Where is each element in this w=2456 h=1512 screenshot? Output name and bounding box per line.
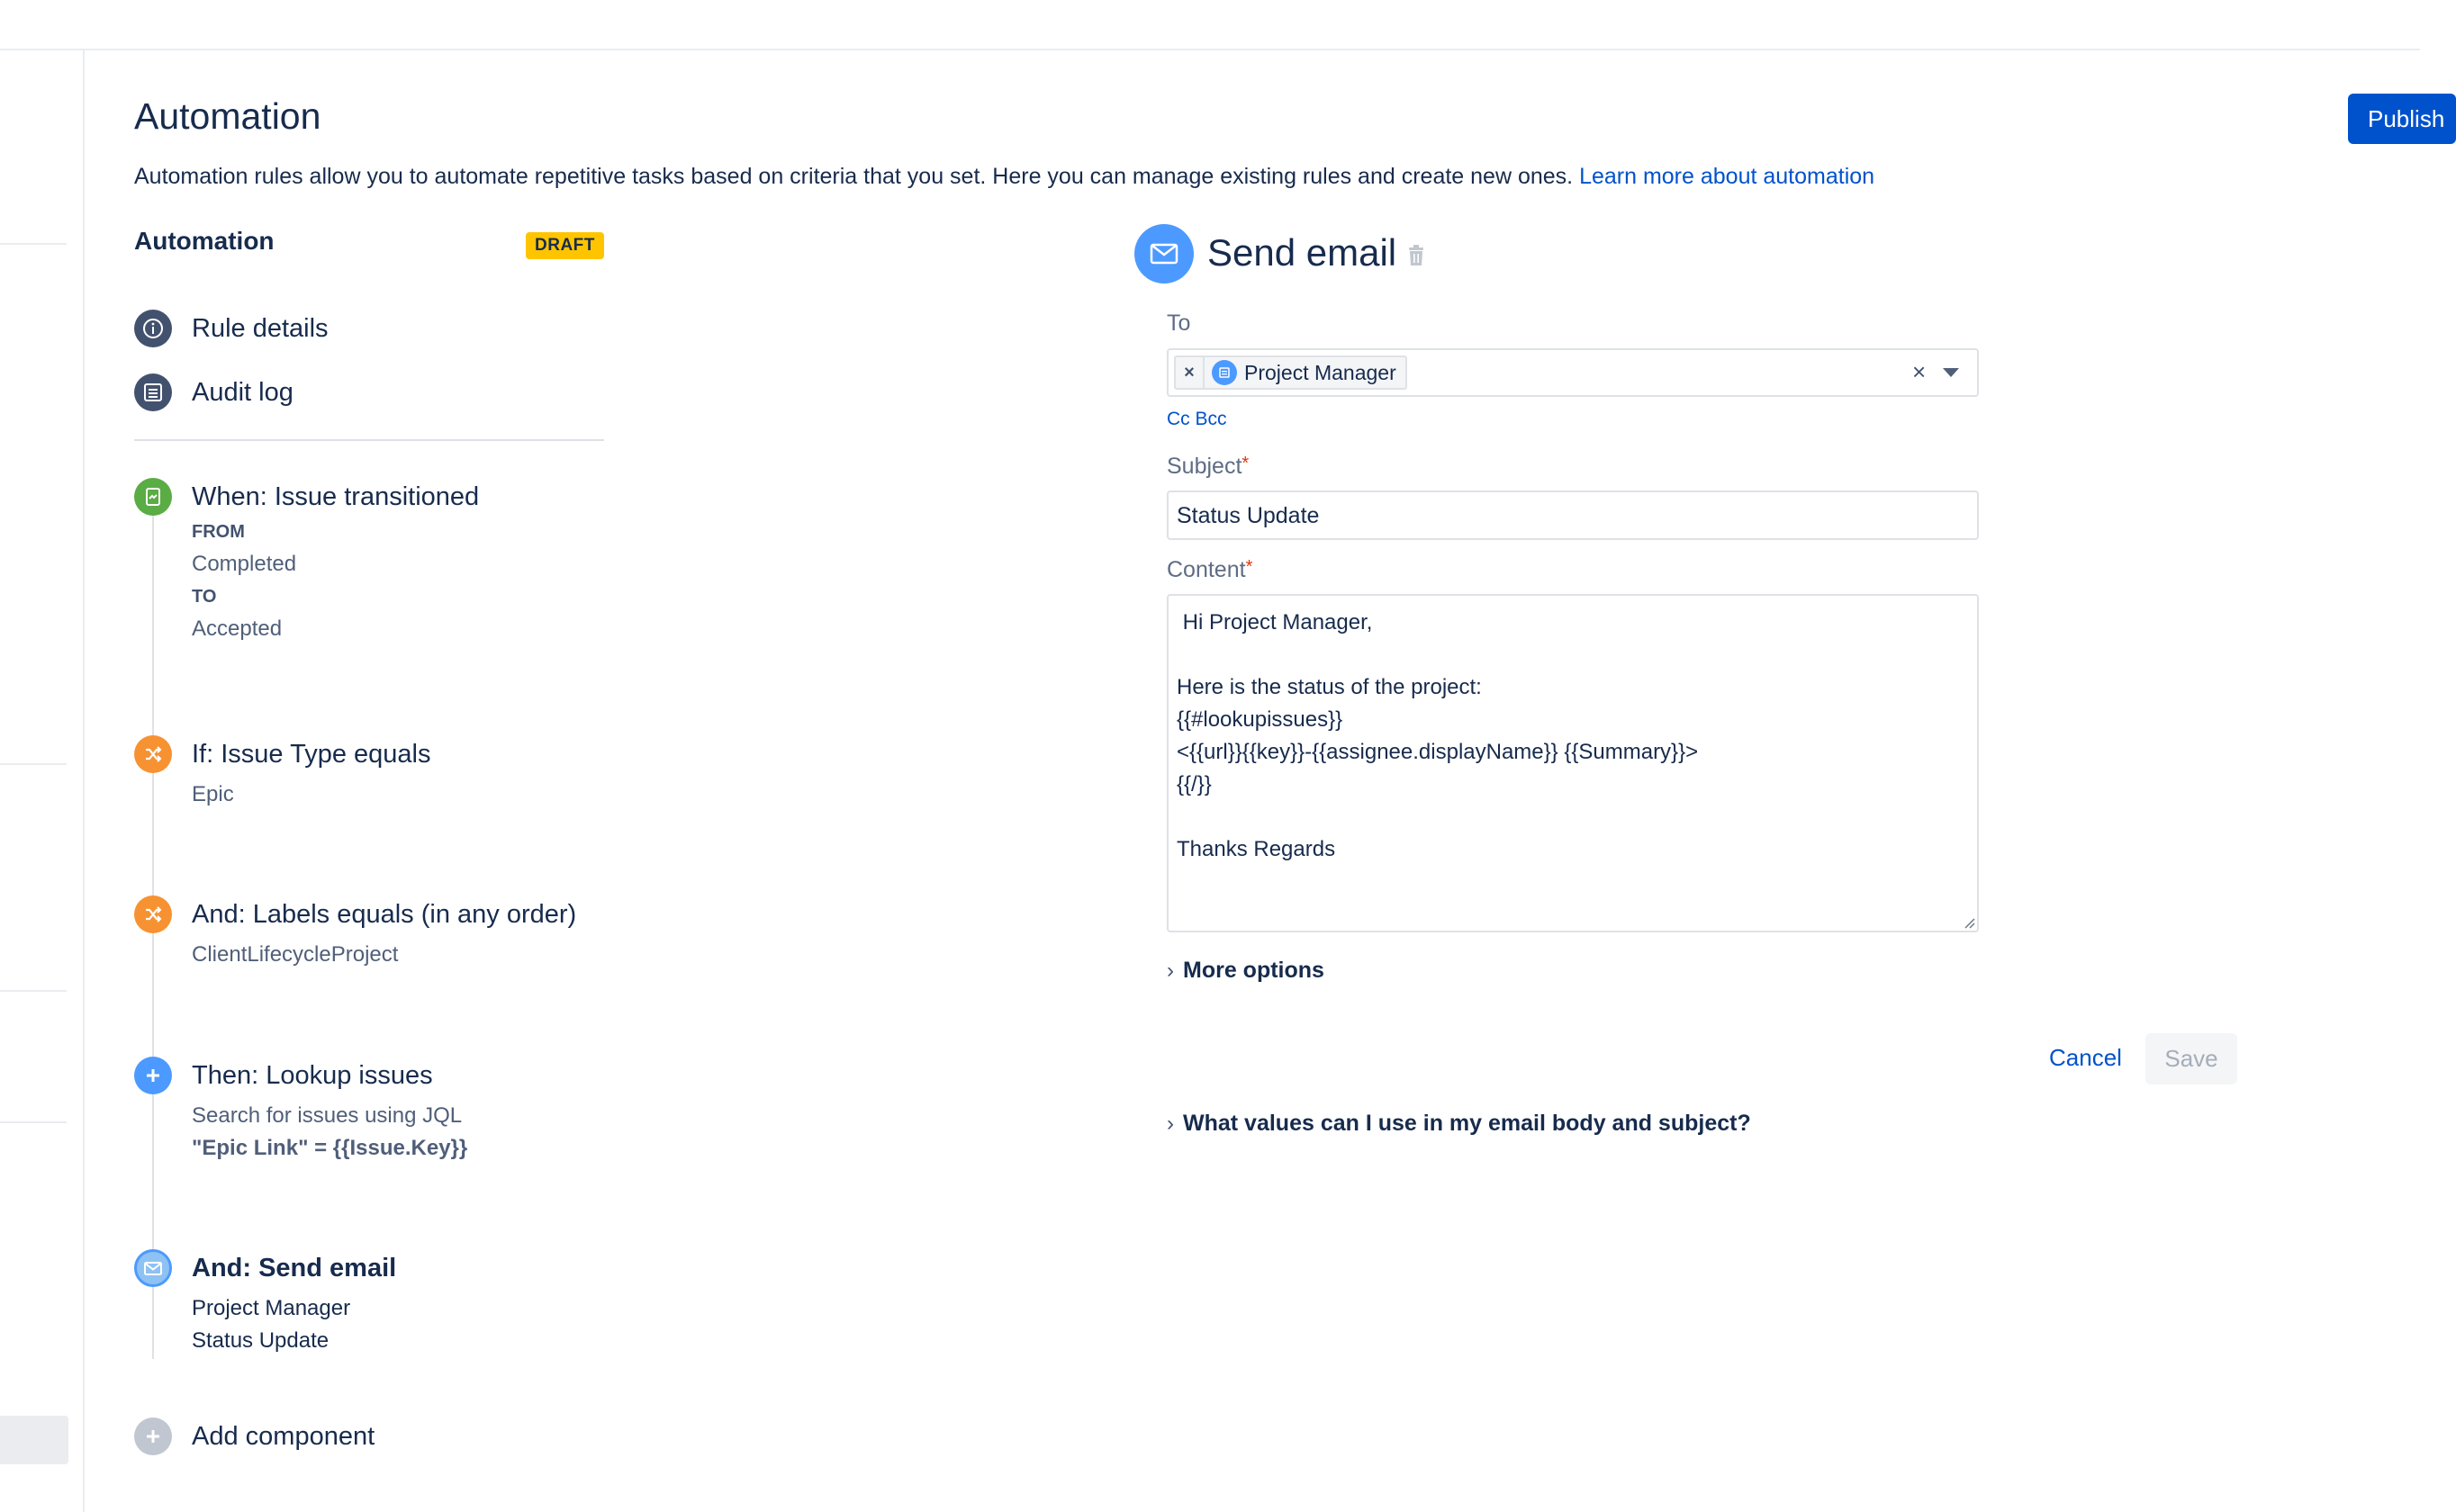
- clear-icon[interactable]: ×: [1912, 358, 1927, 385]
- to-label: To: [1167, 310, 1191, 336]
- values-help-toggle[interactable]: [1167, 1111, 1751, 1137]
- audit-log-link[interactable]: [134, 374, 293, 411]
- plus-icon: [134, 1418, 172, 1455]
- content-label: [1167, 557, 1252, 583]
- subject-input[interactable]: Status Update: [1167, 490, 1979, 540]
- component-lookup-issues[interactable]: [134, 1057, 467, 1165]
- condition-title: And: Labels equals (in any order): [192, 899, 577, 929]
- rule-details-link[interactable]: [134, 310, 329, 347]
- rule-details-label: Rule details: [192, 313, 329, 343]
- envelope-icon: [1134, 224, 1194, 284]
- shuffle-icon: [134, 735, 172, 773]
- rule-name: Automation: [134, 227, 275, 255]
- envelope-icon: [134, 1249, 172, 1287]
- remove-chip-icon[interactable]: ×: [1176, 357, 1205, 388]
- send-email-title: And: Send email: [192, 1253, 397, 1282]
- subject-label: [1167, 454, 1249, 480]
- cc-bcc-link[interactable]: Cc Bcc: [1167, 409, 1227, 429]
- more-options-label: More options: [1183, 958, 1324, 983]
- recipient-chip-label: Project Manager: [1244, 360, 1396, 384]
- plus-icon: [134, 1057, 172, 1094]
- component-condition-labels[interactable]: [134, 896, 576, 971]
- left-navigation: [0, 50, 85, 1512]
- lookup-description: Search for issues using JQL: [192, 1103, 463, 1128]
- from-label: FROM: [192, 522, 245, 542]
- to-label: TO: [192, 587, 217, 607]
- trash-icon[interactable]: [1407, 245, 1425, 271]
- condition-value: ClientLifecycleProject: [192, 942, 399, 967]
- add-component-label: Add component: [192, 1421, 375, 1451]
- panel-title: Send email: [1207, 231, 1397, 274]
- content-label-text: Content: [1167, 557, 1246, 582]
- cancel-button[interactable]: Cancel: [2049, 1044, 2122, 1071]
- required-indicator: *: [1242, 454, 1250, 473]
- send-email-subject: Status Update: [192, 1328, 330, 1353]
- send-email-recipient: Project Manager: [192, 1296, 351, 1320]
- component-trigger[interactable]: [134, 478, 479, 645]
- transition-trigger-icon: [134, 478, 172, 516]
- learn-more-link[interactable]: Learn more about automation: [1579, 164, 1875, 189]
- page-title: Automation: [134, 95, 321, 137]
- nav-divider: [0, 990, 67, 992]
- to-value: Accepted: [192, 616, 283, 641]
- resize-handle-icon[interactable]: [1963, 916, 1975, 929]
- chevron-right-icon: ›: [1167, 958, 1174, 983]
- chevron-right-icon: ›: [1167, 1111, 1174, 1136]
- top-bar: [0, 0, 2420, 50]
- add-component-button[interactable]: [134, 1418, 375, 1455]
- nav-divider: [0, 243, 67, 245]
- from-value: Completed: [192, 552, 297, 576]
- to-recipient-select[interactable]: [1167, 348, 1979, 397]
- condition-title: If: Issue Type equals: [192, 739, 431, 769]
- nav-divider: [0, 763, 67, 765]
- lookup-jql: "Epic Link" = {{Issue.Key}}: [192, 1136, 468, 1160]
- subject-label-text: Subject: [1167, 454, 1242, 479]
- intro-description: Automation rules allow you to automate repetitive tasks based on criteria that you set. Here you can manage existing rules and create new ones.: [134, 164, 1574, 189]
- save-button[interactable]: Save: [2145, 1033, 2237, 1084]
- info-icon: [134, 310, 172, 347]
- values-help-label: What values can I use in my email body and subject?: [1183, 1111, 1751, 1136]
- condition-value: Epic: [192, 782, 234, 806]
- required-indicator: *: [1245, 557, 1253, 577]
- audit-log-label: Audit log: [192, 377, 293, 407]
- component-send-email[interactable]: [134, 1249, 396, 1357]
- user-group-icon: [1212, 360, 1237, 385]
- nav-divider: [0, 1121, 67, 1123]
- more-options-toggle[interactable]: [1167, 958, 1324, 984]
- sidebar-divider: [134, 439, 604, 441]
- lookup-title: Then: Lookup issues: [192, 1060, 433, 1090]
- list-icon: [134, 374, 172, 411]
- recipient-chip: [1174, 356, 1407, 390]
- shuffle-icon: [134, 896, 172, 933]
- status-badge: DRAFT: [526, 232, 604, 259]
- chevron-down-icon[interactable]: [1943, 368, 1959, 377]
- component-condition-issue-type[interactable]: [134, 735, 430, 811]
- trigger-title: When: Issue transitioned: [192, 482, 480, 511]
- nav-item-selected[interactable]: [0, 1416, 68, 1464]
- content-textarea[interactable]: Hi Project Manager, Here is the status of the project: {{#lookupissues}} <{{url}}{{key}}-{{assignee.displayName}} {{Summary}}> {{/}} Thanks Regards: [1167, 594, 1979, 932]
- intro-text: [134, 164, 1874, 190]
- publish-button[interactable]: Publish: [2348, 94, 2456, 144]
